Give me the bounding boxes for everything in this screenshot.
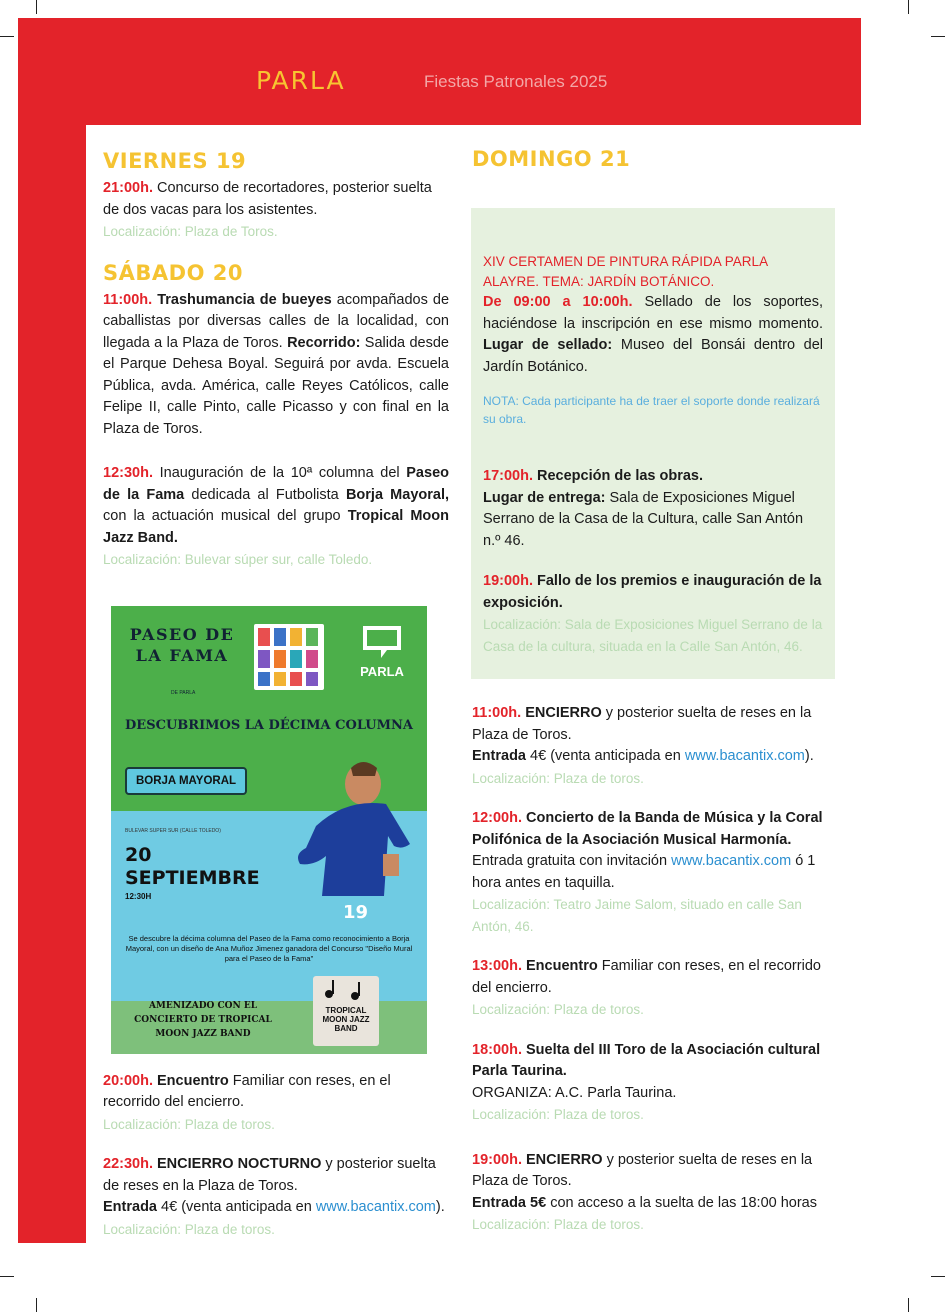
event-location: Localización: Teatro Jaime Salom, situado en calle San Antón, 46. bbox=[472, 897, 802, 934]
poster-date-text: 20 SEPTIEMBRE bbox=[125, 844, 260, 889]
people-illustration-icon bbox=[254, 624, 324, 690]
event-sabado-3 bbox=[103, 1071, 449, 1136]
crop-mark bbox=[36, 0, 37, 14]
event-text: Sellado de los soportes, haciéndose la inscripción en ese mismo momento. bbox=[483, 294, 823, 332]
event-viernes-1 bbox=[103, 178, 449, 243]
right-column bbox=[472, 146, 835, 1255]
event-text: con acceso a la suelta de las 18:00 horas bbox=[550, 1194, 818, 1211]
event-label: Entrada bbox=[472, 748, 526, 764]
event-time: 17:00h. bbox=[483, 468, 533, 484]
poster-music-note: AMENIZADO CON EL CONCIERTO DE TROPICAL MOON JAZZ BAND bbox=[134, 1001, 272, 1039]
event-text: dedicada al Futbolista bbox=[191, 486, 339, 503]
event-domingo-3 bbox=[472, 956, 835, 1021]
event-location: Localización: Plaza de toros. bbox=[472, 1107, 644, 1122]
crop-mark bbox=[931, 1276, 945, 1277]
event-text: con la actuación musical del grupo bbox=[103, 508, 341, 524]
event-text: y posterior suelta de reses en la Plaza de Toros. bbox=[472, 705, 812, 743]
parla-logo-icon bbox=[351, 620, 413, 686]
poster-title: PASEO DE LA FAMA bbox=[129, 625, 235, 665]
contest-event-1 bbox=[483, 292, 823, 378]
event-location: Localización: Plaza de toros. bbox=[472, 1002, 644, 1017]
event-title: ENCIERRO bbox=[525, 705, 602, 721]
band-logo-icon bbox=[313, 976, 379, 1046]
event-text: Familiar con reses, en el recorrido del encierro. bbox=[472, 958, 821, 996]
event-location: Localización: Plaza de toros. bbox=[103, 1221, 275, 1237]
contest-event-2 bbox=[483, 466, 823, 552]
crop-mark bbox=[931, 36, 945, 37]
player-figure-icon bbox=[271, 756, 421, 926]
event-title: Recepción de las obras. bbox=[537, 468, 704, 484]
poster-title-small: DE PARLA bbox=[171, 690, 196, 696]
event-location: Localización: Bulevar súper sur, calle Toledo. bbox=[103, 552, 373, 567]
event-label: Entrada bbox=[103, 1199, 157, 1215]
header-city: PARLA bbox=[256, 66, 346, 95]
event-location: Localización: Plaza de toros. bbox=[472, 1217, 644, 1232]
event-time: 18:00h. bbox=[472, 1041, 522, 1058]
event-domingo-4 bbox=[472, 1040, 835, 1126]
event-label: Lugar de entrega: bbox=[483, 489, 606, 506]
event-title: Encuentro bbox=[157, 1072, 229, 1089]
event-time: 21:00h. bbox=[103, 180, 153, 196]
event-time: 11:00h. bbox=[103, 291, 153, 308]
paseo-fama-poster bbox=[111, 606, 427, 1054]
event-text: acompañados de caballistas por diversas calles de la localidad, con llegada a la Plaza de Toros. bbox=[103, 291, 450, 351]
event-text: ). bbox=[804, 748, 814, 764]
event-sabado-2 bbox=[103, 463, 449, 571]
crop-mark bbox=[0, 36, 14, 37]
event-text: Museo del Bonsái dentro del Jardín Botánico. bbox=[483, 337, 823, 375]
contest-title: XIV CERTAMEN DE PINTURA RÁPIDA PARLA ALAYRE. TEMA: JARDÍN BOTÁNICO. bbox=[483, 254, 768, 289]
event-time: 11:00h. bbox=[472, 705, 522, 721]
poster-name-tag: BORJA MAYORAL bbox=[125, 767, 247, 795]
event-time: 12:30h. bbox=[103, 465, 153, 481]
ticket-link[interactable]: www.bacantix.com bbox=[684, 748, 805, 764]
event-text: Familiar con reses, en el recorrido del encierro. bbox=[103, 1072, 391, 1110]
event-text: Concurso de recortadores, posterior suelta de dos vacas para los asistentes. bbox=[103, 180, 432, 218]
ticket-link[interactable]: www.bacantix.com bbox=[315, 1199, 436, 1215]
event-text: ). bbox=[435, 1199, 445, 1215]
contest-event-3 bbox=[483, 571, 823, 657]
event-text: Sala de Exposiciones Miguel Serrano de la Casa de la Cultura, calle San Antón n.º 46. bbox=[483, 489, 804, 549]
event-time: 19:00h. bbox=[472, 1151, 522, 1168]
crop-mark bbox=[908, 1298, 909, 1312]
event-title: Encuentro bbox=[526, 958, 598, 974]
ticket-link[interactable]: www.bacantix.com bbox=[671, 853, 792, 869]
event-domingo-5 bbox=[472, 1150, 835, 1236]
event-text: Entrada gratuita con invitación bbox=[472, 853, 668, 869]
painting-contest-box bbox=[471, 208, 835, 679]
event-time: 13:00h. bbox=[472, 958, 522, 974]
event-text: y posterior suelta de reses en la Plaza de Toros. bbox=[103, 1156, 436, 1194]
header-subtitle: Fiestas Patronales 2025 bbox=[424, 72, 608, 91]
event-title: Tropical Moon Jazz Band. bbox=[103, 508, 449, 546]
crop-mark bbox=[908, 0, 909, 14]
crop-mark bbox=[0, 1276, 14, 1277]
event-label: Recorrido: bbox=[287, 334, 361, 351]
event-text: 4€ (venta anticipada en bbox=[530, 748, 681, 764]
day-heading-sabado: SÁBADO 20 bbox=[103, 260, 243, 285]
event-time: 12:00h. bbox=[472, 810, 522, 826]
event-text: Salida desde el Parque Dehesa Boyal. Seguirá por avda. Escuela Pública, avda. América, calle Reyes Católicos, calle Felipe II, calle Pinto, calle Picasso y con final en la Plaza de Toros. bbox=[103, 334, 449, 437]
event-text: ó 1 hora antes en taquilla. bbox=[472, 853, 816, 891]
event-sabado-1 bbox=[103, 290, 449, 441]
event-time: 22:30h. bbox=[103, 1156, 153, 1172]
event-domingo-2 bbox=[472, 808, 835, 937]
day-heading-domingo: DOMINGO 21 bbox=[472, 147, 631, 171]
event-domingo-1 bbox=[472, 703, 835, 789]
poster-headline: DESCUBRIMOS LA DÉCIMA COLUMNA bbox=[125, 718, 413, 733]
event-time: De 09:00 a 10:00h. bbox=[483, 294, 633, 310]
event-title: Concierto de la Banda de Música y la Coral Polifónica de la Asociación Musical Harmonía. bbox=[472, 810, 823, 848]
event-sabado-4 bbox=[103, 1154, 449, 1240]
event-label: Lugar de sellado: bbox=[483, 337, 613, 353]
event-time: 19:00h. bbox=[483, 573, 533, 589]
event-title: Fallo de los premios e inauguración de la exposición. bbox=[483, 573, 822, 611]
event-text: ORGANIZA: A.C. Parla Taurina. bbox=[472, 1084, 677, 1101]
event-title: ENCIERRO NOCTURNO bbox=[157, 1156, 322, 1172]
event-time: 20:00h. bbox=[103, 1072, 153, 1089]
poster-description: Se descubre la décima columna del Paseo de la Fama como reconocimiento a Borja Mayoral, con un diseño de Ana Muñoz Jimenez ganadora del Concurso "Diseño Mural para el Paseo de la Fama" bbox=[125, 934, 413, 963]
event-title: Trashumancia de bueyes bbox=[157, 291, 332, 308]
contest-note: NOTA: Cada participante ha de traer el soporte donde realizará su obra. bbox=[483, 394, 820, 426]
event-location: Localización: Plaza de toros. bbox=[472, 770, 644, 786]
event-text: Inauguración de la 10ª columna del bbox=[159, 465, 400, 481]
event-title: Paseo de la Fama bbox=[103, 465, 449, 503]
event-label: Entrada 5€ bbox=[472, 1194, 547, 1211]
event-location: Localización: Sala de Exposiciones Miguel Serrano de la Casa de la cultura, situada en la Calle San Antón, 46. bbox=[483, 617, 823, 654]
poster-place: BULEVAR SUPER SUR (CALLE TOLEDO) bbox=[125, 828, 221, 834]
poster-date bbox=[125, 844, 260, 890]
band-name: TROPICAL MOON JAZZ BAND bbox=[322, 1006, 370, 1033]
svg-text:19: 19 bbox=[343, 902, 369, 923]
day-heading-viernes: VIERNES 19 bbox=[103, 149, 247, 173]
crop-mark bbox=[36, 1298, 37, 1312]
event-title: ENCIERRO bbox=[526, 1151, 603, 1168]
event-location: Localización: Plaza de toros. bbox=[103, 1116, 275, 1132]
event-text: 4€ (venta anticipada en bbox=[161, 1199, 312, 1215]
event-title: Suelta del III Toro de la Asociación cultural Parla Taurina. bbox=[472, 1041, 821, 1079]
event-location: Localización: Plaza de Toros. bbox=[103, 224, 278, 239]
poster-time: 12:30H bbox=[125, 892, 152, 901]
logo-text: PARLA bbox=[360, 664, 404, 679]
event-title: Borja Mayoral, bbox=[345, 486, 449, 503]
event-text: y posterior suelta de reses en la Plaza de Toros. bbox=[472, 1151, 813, 1189]
